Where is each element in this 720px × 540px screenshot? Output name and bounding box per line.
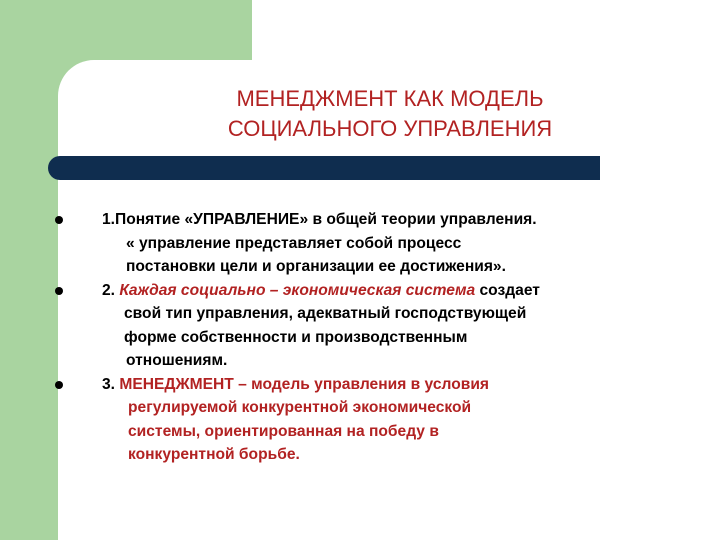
- item-1-line-1: 1.Понятие «УПРАВЛЕНИЕ» в общей теории управления.: [102, 211, 537, 228]
- bullet-list: [48, 208, 688, 467]
- title-line-1: МЕНЕДЖМЕНТ КАК МОДЕЛЬ: [236, 86, 544, 111]
- list-item: [48, 279, 688, 373]
- bullet-icon: [55, 216, 63, 224]
- title-line-2: СОЦИАЛЬНОГО УПРАВЛЕНИЯ: [227, 116, 553, 141]
- item-2-lead: Каждая социально – экономическая система: [119, 281, 476, 299]
- item-3-lead: МЕНЕДЖМЕНТ – модель управления в условия: [119, 375, 490, 393]
- item-2-line-1: [102, 279, 688, 303]
- item-2-rest: создает: [475, 281, 540, 299]
- item-2-number: 2.: [102, 281, 120, 299]
- bullet-icon: [55, 287, 63, 295]
- item-2-line-4: отношениям.: [126, 352, 228, 369]
- item-2-line-2: свой тип управления, адекватный господствующей: [124, 305, 527, 322]
- item-3-number: 3.: [102, 375, 120, 393]
- item-3-line-3: системы, ориентированная на победу в: [128, 422, 439, 440]
- item-2-line-3: форме собственности и производственным: [124, 328, 468, 346]
- list-item: [48, 373, 688, 467]
- bullet-icon: [55, 381, 63, 389]
- item-1-line-2: « управление представляет собой процесс: [126, 234, 462, 252]
- item-1-line-3: постановки цели и организации ее достижения».: [126, 258, 506, 275]
- item-3-line-1: [102, 373, 688, 397]
- item-3-line-2: регулируемой конкурентной экономической: [128, 399, 472, 416]
- item-3-line-4: конкурентной борьбе.: [128, 446, 300, 463]
- slide-title: [140, 84, 640, 144]
- list-item: [48, 208, 688, 279]
- title-divider-bar: [48, 156, 600, 180]
